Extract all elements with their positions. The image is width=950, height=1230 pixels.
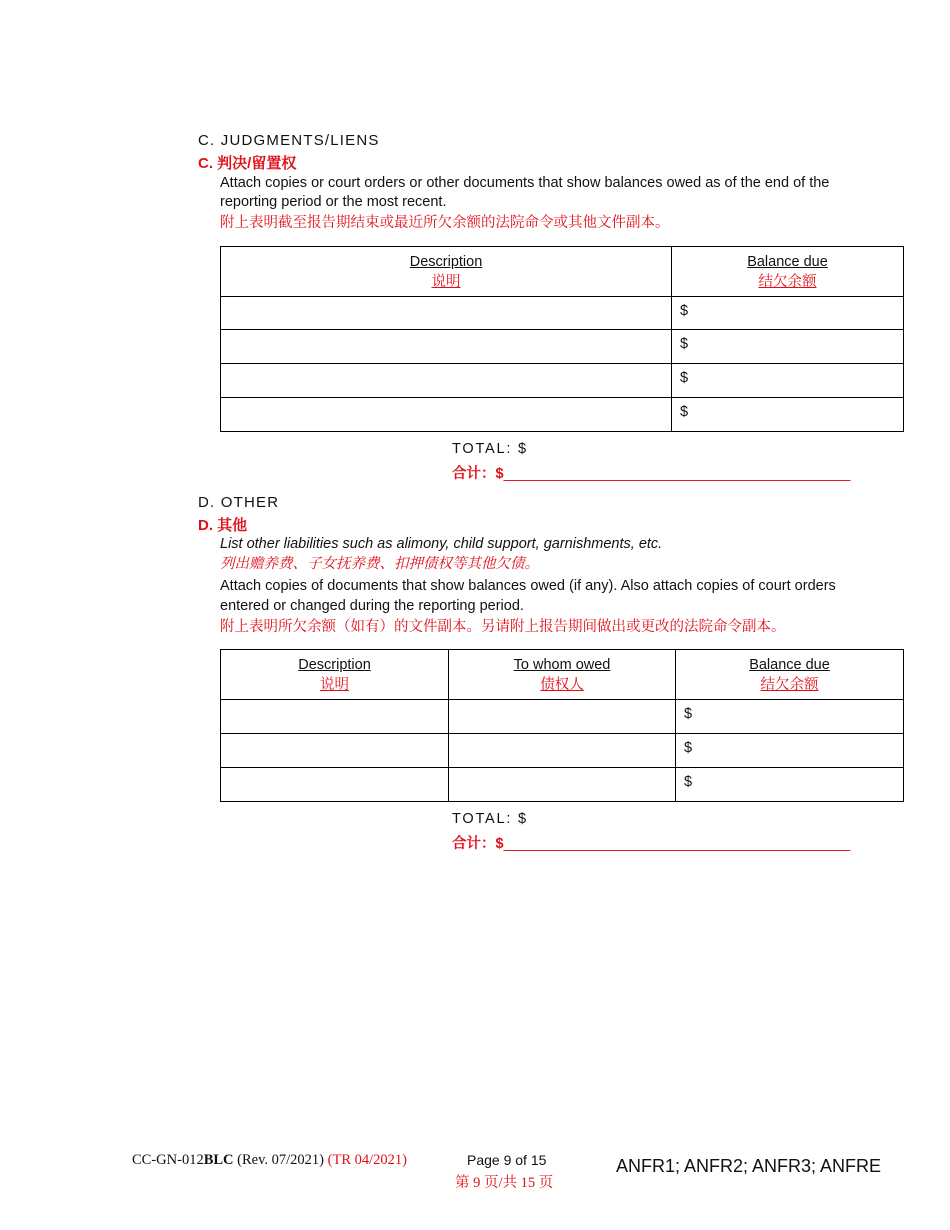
dollar-sign: $ xyxy=(680,404,689,420)
section-d-attach-line-1: Attach copies of documents that show balances owed (if any). Also attach copies of court orders xyxy=(220,578,836,594)
section-c-instruction-line-2: reporting period or the most recent. xyxy=(220,194,447,210)
header-description xyxy=(221,247,672,297)
table-row xyxy=(221,398,904,432)
section-c-total: TOTAL: $ xyxy=(452,441,528,457)
header-description-zh: 说明 xyxy=(320,677,349,693)
table-row xyxy=(221,768,904,802)
form-translation-revision: (TR 04/2021) xyxy=(327,1152,407,1168)
form-id-suffix: BLC xyxy=(203,1152,234,1168)
header-description xyxy=(221,650,449,700)
dollar-sign: $ xyxy=(680,336,689,352)
dollar-sign: $ xyxy=(684,740,693,756)
total-zh-blank: ___________________________________________ xyxy=(503,836,851,852)
judgments-table xyxy=(220,246,904,432)
total-zh-blank: ___________________________________________ xyxy=(503,466,851,482)
table-row xyxy=(221,364,904,398)
balance-cell[interactable] xyxy=(672,297,904,330)
header-balance-due-en: Balance due xyxy=(747,254,828,270)
form-revision: (Rev. 07/2021) xyxy=(233,1152,328,1168)
dollar-sign: $ xyxy=(680,370,689,386)
section-d-attach-line-2: entered or changed during the reporting period. xyxy=(220,598,524,614)
description-cell[interactable] xyxy=(221,297,672,330)
header-balance-due xyxy=(672,247,904,297)
section-d-heading: D. OTHER xyxy=(198,494,280,511)
description-cell[interactable] xyxy=(221,364,672,398)
other-liabilities-table xyxy=(220,649,904,802)
creditor-cell[interactable] xyxy=(449,734,676,768)
description-cell[interactable] xyxy=(221,330,672,364)
description-cell[interactable] xyxy=(221,734,449,768)
form-id-prefix: CC-GN-012 xyxy=(132,1152,204,1168)
dollar-sign: $ xyxy=(684,774,693,790)
form-codes: ANFR1; ANFR2; ANFR3; ANFRE xyxy=(616,1156,882,1176)
header-balance-due-zh: 结欠余额 xyxy=(760,677,819,693)
page-number-zh: 第 9 页/共 15 页 xyxy=(455,1175,554,1191)
table-row xyxy=(221,330,904,364)
header-description-zh: 说明 xyxy=(431,274,461,290)
creditor-cell[interactable] xyxy=(449,768,676,802)
total-zh-label: 合计：$ xyxy=(452,836,504,852)
balance-cell[interactable] xyxy=(676,768,904,802)
section-d-list-instruction-zh: 列出赡养费、子女抚养费、扣押债权等其他欠债。 xyxy=(220,556,539,572)
section-c-heading-zh: C. 判决/留置权 xyxy=(198,155,297,172)
balance-cell[interactable] xyxy=(676,734,904,768)
section-c-instruction-zh: 附上表明截至报告期结束或最近所欠余额的法院命令或其他文件副本。 xyxy=(220,215,670,231)
table-row xyxy=(221,297,904,330)
section-d-attach-zh: 附上表明所欠余额（如有）的文件副本。另请附上报告期间做出或更改的法院命令副本。 xyxy=(220,619,786,635)
section-c-total-zh[interactable] xyxy=(452,462,850,483)
header-balance-due-zh: 结欠余额 xyxy=(758,274,817,290)
dollar-sign: $ xyxy=(680,303,689,319)
header-to-whom-owed xyxy=(449,650,676,700)
section-c-instruction-line-1: Attach copies or court orders or other documents that show balances owed as of the end of the xyxy=(220,175,830,191)
table-row xyxy=(221,734,904,768)
balance-cell[interactable] xyxy=(672,398,904,432)
table-row xyxy=(221,700,904,734)
description-cell[interactable] xyxy=(221,700,449,734)
header-to-whom-owed-zh: 债权人 xyxy=(540,677,584,693)
other-table-header xyxy=(221,650,904,700)
header-description-en: Description xyxy=(298,657,371,673)
header-description-en: Description xyxy=(409,254,483,270)
creditor-cell[interactable] xyxy=(449,700,676,734)
section-d-heading-zh: D. 其他 xyxy=(198,517,248,534)
dollar-sign: $ xyxy=(684,706,693,722)
header-to-whom-owed-en: To whom owed xyxy=(513,657,611,673)
total-zh-label: 合计：$ xyxy=(452,466,504,482)
description-cell[interactable] xyxy=(221,398,672,432)
description-cell[interactable] xyxy=(221,768,449,802)
balance-cell[interactable] xyxy=(676,700,904,734)
balance-cell[interactable] xyxy=(672,364,904,398)
header-balance-due xyxy=(676,650,904,700)
section-d-list-instruction: List other liabilities such as alimony, child support, garnishments, etc. xyxy=(220,536,663,552)
page-number: Page 9 of 15 xyxy=(467,1152,547,1168)
balance-cell[interactable] xyxy=(672,330,904,364)
section-d-total: TOTAL: $ xyxy=(452,811,528,827)
section-d-total-zh[interactable] xyxy=(452,832,850,853)
header-balance-due-en: Balance due xyxy=(749,657,830,673)
judgments-table-header xyxy=(221,247,904,297)
section-c-heading: C. JUDGMENTS/LIENS xyxy=(198,132,380,149)
form-id xyxy=(132,1152,407,1169)
